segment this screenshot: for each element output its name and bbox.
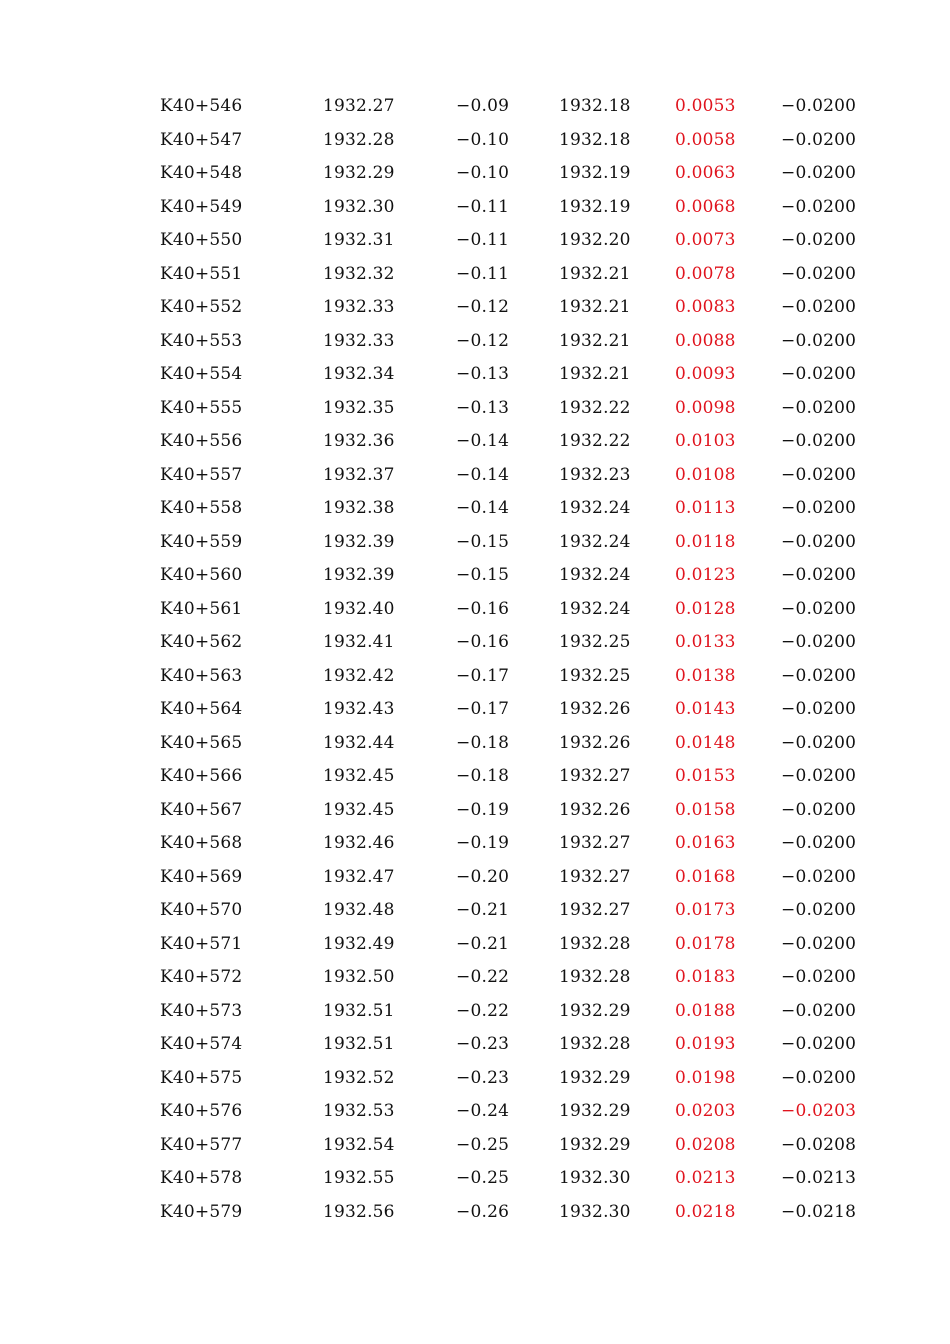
design-elevation-cell: 1932.51 (323, 1034, 395, 1054)
offset-cell: −0.13 (456, 364, 510, 384)
design-elevation-cell: 1932.46 (323, 833, 395, 853)
offset-cell: −0.16 (456, 632, 510, 652)
positive-slope-cell: 0.0103 (675, 431, 736, 451)
positive-slope-cell: 0.0153 (675, 766, 736, 786)
adjusted-elevation-cell: 1932.30 (559, 1201, 631, 1222)
design-elevation-cell: 1932.55 (323, 1168, 395, 1188)
table-row (0, 90, 950, 124)
offset-cell: −0.12 (456, 330, 510, 351)
design-elevation-cell: 1932.43 (323, 699, 395, 719)
adjusted-elevation-cell: 1932.26 (559, 699, 631, 719)
negative-slope-cell: −0.0200 (781, 364, 857, 384)
negative-slope-cell: −0.0200 (781, 498, 857, 518)
design-elevation-cell: 1932.53 (323, 1101, 395, 1121)
positive-slope-cell: 0.0113 (675, 498, 736, 518)
negative-slope-cell: −0.0200 (781, 900, 857, 920)
offset-cell: −0.23 (456, 1034, 510, 1054)
adjusted-elevation-cell: 1932.24 (559, 498, 631, 518)
positive-slope-cell: 0.0128 (675, 598, 736, 619)
positive-slope-cell: 0.0063 (675, 163, 736, 183)
positive-slope-cell: 0.0118 (675, 531, 736, 552)
positive-slope-cell: 0.0088 (675, 330, 736, 351)
station-cell: K40+551 (160, 263, 243, 284)
station-cell: K40+579 (160, 1201, 243, 1222)
table-row (0, 1162, 950, 1196)
offset-cell: −0.18 (456, 732, 510, 753)
table-row (0, 224, 950, 258)
table-row (0, 559, 950, 593)
design-elevation-cell: 1932.39 (323, 565, 395, 585)
design-elevation-cell: 1932.27 (323, 96, 395, 116)
offset-cell: −0.22 (456, 967, 510, 987)
offset-cell: −0.18 (456, 766, 510, 786)
negative-slope-cell: −0.0200 (781, 933, 857, 954)
design-elevation-cell: 1932.31 (323, 230, 395, 250)
design-elevation-cell: 1932.52 (323, 1067, 395, 1088)
positive-slope-cell: 0.0188 (675, 1000, 736, 1021)
negative-slope-cell: −0.0200 (781, 866, 857, 887)
negative-slope-cell: −0.0200 (781, 766, 857, 786)
design-elevation-cell: 1932.36 (323, 431, 395, 451)
adjusted-elevation-cell: 1932.29 (559, 1101, 631, 1121)
station-cell: K40+563 (160, 665, 243, 686)
table-row (0, 1129, 950, 1163)
adjusted-elevation-cell: 1932.27 (559, 766, 631, 786)
adjusted-elevation-cell: 1932.29 (559, 1067, 631, 1088)
negative-slope-cell: −0.0200 (781, 163, 857, 183)
station-cell: K40+567 (160, 799, 243, 820)
positive-slope-cell: 0.0183 (675, 967, 736, 987)
adjusted-elevation-cell: 1932.21 (559, 263, 631, 284)
negative-slope-cell: −0.0200 (781, 464, 857, 485)
offset-cell: −0.25 (456, 1168, 510, 1188)
table-row (0, 593, 950, 627)
table-row (0, 392, 950, 426)
table-row (0, 727, 950, 761)
offset-cell: −0.11 (456, 196, 510, 217)
adjusted-elevation-cell: 1932.19 (559, 196, 631, 217)
design-elevation-cell: 1932.33 (323, 330, 395, 351)
table-row (0, 157, 950, 191)
positive-slope-cell: 0.0178 (675, 933, 736, 954)
offset-cell: −0.25 (456, 1134, 510, 1155)
offset-cell: −0.17 (456, 699, 510, 719)
negative-slope-cell: −0.0200 (781, 565, 857, 585)
offset-cell: −0.11 (456, 230, 510, 250)
negative-slope-cell: −0.0200 (781, 196, 857, 217)
table-row (0, 1196, 950, 1230)
adjusted-elevation-cell: 1932.29 (559, 1000, 631, 1021)
adjusted-elevation-cell: 1932.28 (559, 967, 631, 987)
offset-cell: −0.14 (456, 431, 510, 451)
adjusted-elevation-cell: 1932.27 (559, 900, 631, 920)
positive-slope-cell: 0.0068 (675, 196, 736, 217)
adjusted-elevation-cell: 1932.28 (559, 933, 631, 954)
negative-slope-cell: −0.0200 (781, 431, 857, 451)
station-cell: K40+552 (160, 297, 243, 317)
offset-cell: −0.14 (456, 464, 510, 485)
adjusted-elevation-cell: 1932.18 (559, 129, 631, 150)
station-cell: K40+568 (160, 833, 243, 853)
negative-slope-cell: −0.0200 (781, 799, 857, 820)
negative-slope-cell: −0.0200 (781, 699, 857, 719)
station-cell: K40+557 (160, 464, 243, 485)
offset-cell: −0.11 (456, 263, 510, 284)
positive-slope-cell: 0.0058 (675, 129, 736, 150)
positive-slope-cell: 0.0053 (675, 96, 736, 116)
station-cell: K40+571 (160, 933, 243, 954)
negative-slope-cell: −0.0200 (781, 967, 857, 987)
table-row (0, 660, 950, 694)
design-elevation-cell: 1932.54 (323, 1134, 395, 1155)
station-cell: K40+574 (160, 1034, 243, 1054)
station-cell: K40+556 (160, 431, 243, 451)
table-row (0, 693, 950, 727)
table-row (0, 827, 950, 861)
table-row (0, 1062, 950, 1096)
adjusted-elevation-cell: 1932.23 (559, 464, 631, 485)
positive-slope-cell: 0.0073 (675, 230, 736, 250)
offset-cell: −0.17 (456, 665, 510, 686)
station-cell: K40+560 (160, 565, 243, 585)
station-elevation-table (0, 90, 950, 1229)
table-row (0, 291, 950, 325)
offset-cell: −0.16 (456, 598, 510, 619)
positive-slope-cell: 0.0148 (675, 732, 736, 753)
positive-slope-cell: 0.0198 (675, 1067, 736, 1088)
design-elevation-cell: 1932.44 (323, 732, 395, 753)
design-elevation-cell: 1932.42 (323, 665, 395, 686)
table-row (0, 425, 950, 459)
negative-slope-cell: −0.0200 (781, 531, 857, 552)
station-cell: K40+555 (160, 397, 243, 418)
design-elevation-cell: 1932.35 (323, 397, 395, 418)
negative-slope-cell: −0.0200 (781, 1067, 857, 1088)
table-row (0, 358, 950, 392)
negative-slope-cell: −0.0203 (781, 1101, 857, 1121)
table-row (0, 325, 950, 359)
station-cell: K40+566 (160, 766, 243, 786)
positive-slope-cell: 0.0203 (675, 1101, 736, 1121)
negative-slope-cell: −0.0200 (781, 598, 857, 619)
negative-slope-cell: −0.0200 (781, 230, 857, 250)
adjusted-elevation-cell: 1932.27 (559, 833, 631, 853)
positive-slope-cell: 0.0218 (675, 1201, 736, 1222)
table-row (0, 1028, 950, 1062)
negative-slope-cell: −0.0200 (781, 96, 857, 116)
adjusted-elevation-cell: 1932.24 (559, 598, 631, 619)
offset-cell: −0.10 (456, 129, 510, 150)
table-row (0, 191, 950, 225)
adjusted-elevation-cell: 1932.21 (559, 330, 631, 351)
positive-slope-cell: 0.0083 (675, 297, 736, 317)
adjusted-elevation-cell: 1932.24 (559, 565, 631, 585)
adjusted-elevation-cell: 1932.22 (559, 397, 631, 418)
design-elevation-cell: 1932.50 (323, 967, 395, 987)
adjusted-elevation-cell: 1932.22 (559, 431, 631, 451)
positive-slope-cell: 0.0173 (675, 900, 736, 920)
positive-slope-cell: 0.0078 (675, 263, 736, 284)
station-cell: K40+578 (160, 1168, 243, 1188)
negative-slope-cell: −0.0200 (781, 297, 857, 317)
table-row (0, 1095, 950, 1129)
negative-slope-cell: −0.0200 (781, 732, 857, 753)
positive-slope-cell: 0.0123 (675, 565, 736, 585)
adjusted-elevation-cell: 1932.25 (559, 665, 631, 686)
design-elevation-cell: 1932.40 (323, 598, 395, 619)
station-cell: K40+550 (160, 230, 243, 250)
offset-cell: −0.10 (456, 163, 510, 183)
station-cell: K40+553 (160, 330, 243, 351)
positive-slope-cell: 0.0193 (675, 1034, 736, 1054)
adjusted-elevation-cell: 1932.19 (559, 163, 631, 183)
offset-cell: −0.21 (456, 900, 510, 920)
station-cell: K40+559 (160, 531, 243, 552)
adjusted-elevation-cell: 1932.26 (559, 732, 631, 753)
negative-slope-cell: −0.0218 (781, 1201, 857, 1222)
offset-cell: −0.19 (456, 833, 510, 853)
adjusted-elevation-cell: 1932.26 (559, 799, 631, 820)
design-elevation-cell: 1932.38 (323, 498, 395, 518)
negative-slope-cell: −0.0200 (781, 1034, 857, 1054)
offset-cell: −0.13 (456, 397, 510, 418)
station-cell: K40+575 (160, 1067, 243, 1088)
design-elevation-cell: 1932.28 (323, 129, 395, 150)
positive-slope-cell: 0.0098 (675, 397, 736, 418)
design-elevation-cell: 1932.51 (323, 1000, 395, 1021)
negative-slope-cell: −0.0200 (781, 129, 857, 150)
table-row (0, 794, 950, 828)
negative-slope-cell: −0.0200 (781, 632, 857, 652)
positive-slope-cell: 0.0093 (675, 364, 736, 384)
offset-cell: −0.15 (456, 565, 510, 585)
positive-slope-cell: 0.0158 (675, 799, 736, 820)
negative-slope-cell: −0.0200 (781, 665, 857, 686)
adjusted-elevation-cell: 1932.28 (559, 1034, 631, 1054)
offset-cell: −0.26 (456, 1201, 510, 1222)
offset-cell: −0.12 (456, 297, 510, 317)
positive-slope-cell: 0.0133 (675, 632, 736, 652)
positive-slope-cell: 0.0143 (675, 699, 736, 719)
negative-slope-cell: −0.0213 (781, 1168, 857, 1188)
design-elevation-cell: 1932.29 (323, 163, 395, 183)
offset-cell: −0.22 (456, 1000, 510, 1021)
station-cell: K40+565 (160, 732, 243, 753)
table-row (0, 626, 950, 660)
adjusted-elevation-cell: 1932.27 (559, 866, 631, 887)
negative-slope-cell: −0.0200 (781, 1000, 857, 1021)
adjusted-elevation-cell: 1932.25 (559, 632, 631, 652)
station-cell: K40+562 (160, 632, 243, 652)
positive-slope-cell: 0.0213 (675, 1168, 736, 1188)
table-row (0, 526, 950, 560)
table-row (0, 861, 950, 895)
negative-slope-cell: −0.0200 (781, 263, 857, 284)
adjusted-elevation-cell: 1932.18 (559, 96, 631, 116)
table-row (0, 124, 950, 158)
positive-slope-cell: 0.0163 (675, 833, 736, 853)
offset-cell: −0.19 (456, 799, 510, 820)
design-elevation-cell: 1932.56 (323, 1201, 395, 1222)
station-cell: K40+561 (160, 598, 243, 619)
design-elevation-cell: 1932.47 (323, 866, 395, 887)
table-row (0, 961, 950, 995)
adjusted-elevation-cell: 1932.20 (559, 230, 631, 250)
design-elevation-cell: 1932.45 (323, 799, 395, 820)
table-row (0, 258, 950, 292)
offset-cell: −0.14 (456, 498, 510, 518)
design-elevation-cell: 1932.49 (323, 933, 395, 954)
offset-cell: −0.15 (456, 531, 510, 552)
station-cell: K40+577 (160, 1134, 243, 1155)
design-elevation-cell: 1932.41 (323, 632, 395, 652)
positive-slope-cell: 0.0108 (675, 464, 736, 485)
offset-cell: −0.21 (456, 933, 510, 954)
station-cell: K40+572 (160, 967, 243, 987)
adjusted-elevation-cell: 1932.21 (559, 297, 631, 317)
design-elevation-cell: 1932.45 (323, 766, 395, 786)
negative-slope-cell: −0.0200 (781, 397, 857, 418)
adjusted-elevation-cell: 1932.30 (559, 1168, 631, 1188)
adjusted-elevation-cell: 1932.21 (559, 364, 631, 384)
table-row (0, 928, 950, 962)
station-cell: K40+547 (160, 129, 243, 150)
negative-slope-cell: −0.0208 (781, 1134, 857, 1155)
adjusted-elevation-cell: 1932.24 (559, 531, 631, 552)
positive-slope-cell: 0.0168 (675, 866, 736, 887)
design-elevation-cell: 1932.37 (323, 464, 395, 485)
offset-cell: −0.24 (456, 1101, 510, 1121)
negative-slope-cell: −0.0200 (781, 833, 857, 853)
station-cell: K40+546 (160, 96, 243, 116)
table-row (0, 760, 950, 794)
table-row (0, 459, 950, 493)
design-elevation-cell: 1932.30 (323, 196, 395, 217)
design-elevation-cell: 1932.48 (323, 900, 395, 920)
design-elevation-cell: 1932.39 (323, 531, 395, 552)
table-row (0, 492, 950, 526)
station-cell: K40+573 (160, 1000, 243, 1021)
positive-slope-cell: 0.0208 (675, 1134, 736, 1155)
station-cell: K40+548 (160, 163, 243, 183)
design-elevation-cell: 1932.33 (323, 297, 395, 317)
station-cell: K40+554 (160, 364, 243, 384)
offset-cell: −0.20 (456, 866, 510, 887)
negative-slope-cell: −0.0200 (781, 330, 857, 351)
table-row (0, 894, 950, 928)
station-cell: K40+564 (160, 699, 243, 719)
station-cell: K40+549 (160, 196, 243, 217)
table-row (0, 995, 950, 1029)
offset-cell: −0.23 (456, 1067, 510, 1088)
station-cell: K40+570 (160, 900, 243, 920)
station-cell: K40+576 (160, 1101, 243, 1121)
positive-slope-cell: 0.0138 (675, 665, 736, 686)
offset-cell: −0.09 (456, 96, 510, 116)
adjusted-elevation-cell: 1932.29 (559, 1134, 631, 1155)
station-cell: K40+569 (160, 866, 243, 887)
design-elevation-cell: 1932.34 (323, 364, 395, 384)
station-cell: K40+558 (160, 498, 243, 518)
design-elevation-cell: 1932.32 (323, 263, 395, 284)
